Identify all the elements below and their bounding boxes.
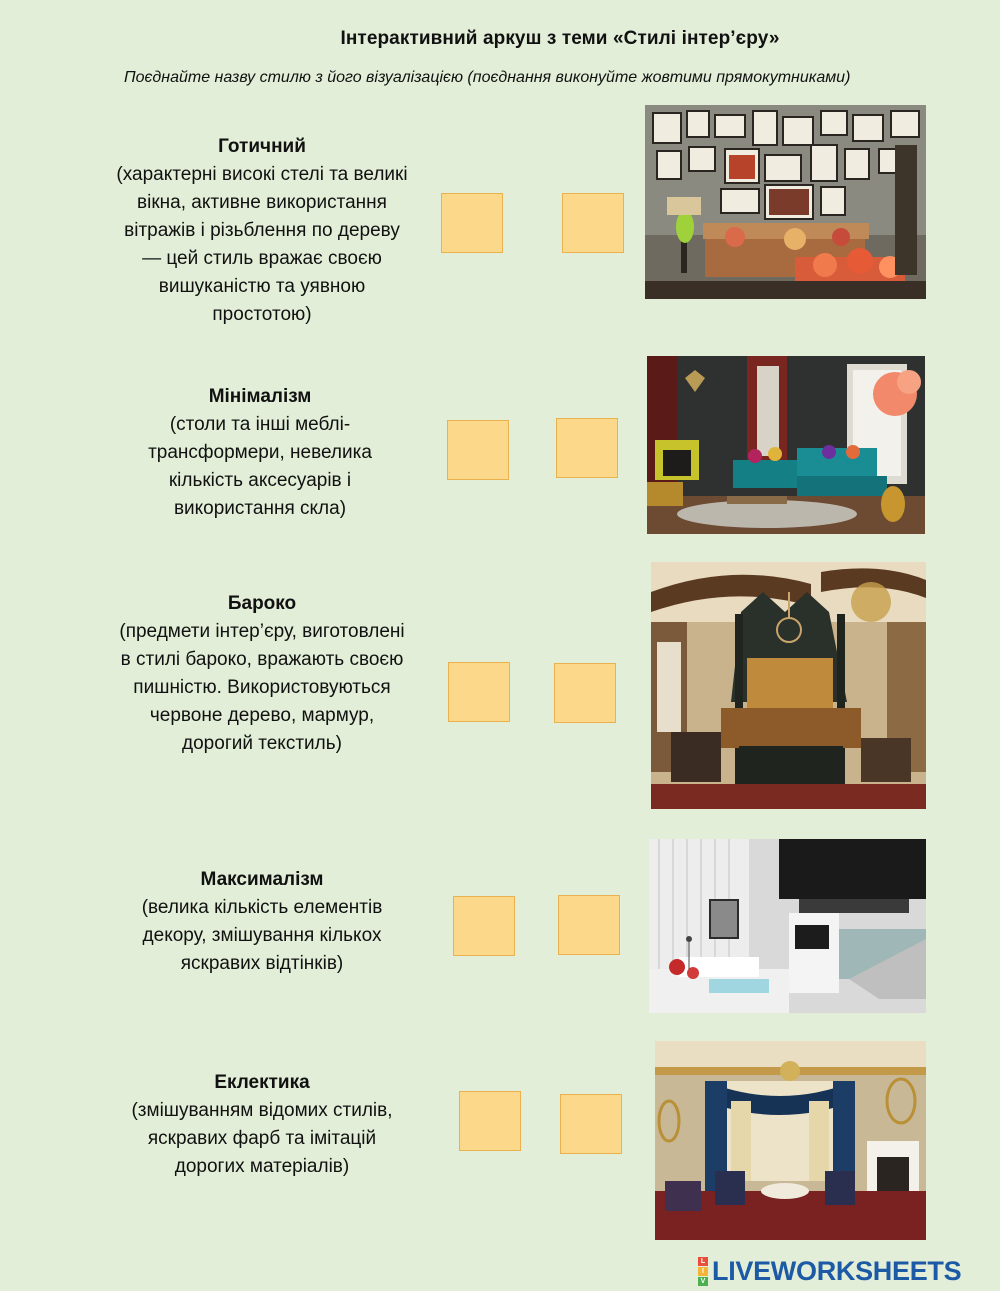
match-box-image-5[interactable] (560, 1094, 622, 1154)
match-box-image-1[interactable] (562, 193, 624, 253)
match-box-style-5[interactable] (459, 1091, 521, 1151)
worksheet-instruction: Поєднайте назву стилю з його візуалізацією (поєднання виконуйте жовтими прямокутниками) (124, 69, 851, 86)
style-description-minimalism (110, 383, 410, 523)
style-name: Бароко (227, 593, 297, 614)
logo-letter: V (698, 1277, 708, 1286)
match-box-image-4[interactable] (558, 895, 620, 955)
match-box-style-3[interactable] (448, 662, 510, 722)
logo-letter: L (698, 1257, 708, 1266)
liveworksheets-logo-icon (698, 1257, 708, 1286)
liveworksheets-logo (698, 1256, 961, 1286)
worksheet-title: Інтерактивний аркуш з теми «Стилі інтер’єру» (340, 28, 780, 49)
eclectic-living-room-photo (645, 105, 926, 299)
baroque-ornate-salon-photo (655, 1041, 926, 1240)
match-box-style-2[interactable] (447, 420, 509, 480)
style-description-gothic (92, 133, 432, 329)
match-box-image-3[interactable] (554, 663, 616, 723)
style-description-baroque (92, 590, 432, 758)
style-name: Еклектика (214, 1072, 310, 1093)
brand-name: LIVEWORKSHEETS (712, 1255, 962, 1286)
style-text: (змішуванням відомих стилів, яскравих фарб та імітацій дорогих матеріалів) (131, 1100, 393, 1177)
style-name: Максималізм (200, 869, 324, 890)
style-text: (велика кількість елементів декору, змішування кількох яскравих відтінків) (141, 897, 383, 974)
match-box-style-4[interactable] (453, 896, 515, 956)
minimalist-white-living-room-photo (649, 839, 926, 1013)
maximalist-teal-sofa-room-photo (647, 356, 925, 534)
style-text: (предмети інтер’єру, виготовлені в стилі бароко, вражають своєю пишністю. Використовуються червоне дерево, мармур, дорогий текстиль) (119, 621, 405, 754)
style-text: (столи та інші меблі- трансформери, невелика кількість аксесуарів і використання скла) (148, 414, 372, 519)
style-name: Мінімалізм (208, 386, 312, 407)
style-description-eclectic (102, 1069, 422, 1181)
style-description-maximalism (112, 866, 412, 978)
style-text: (характерні високі стелі та великі вікна, активне використання вітражів і різьблення по дереву — цей стиль вражає своєю вишуканістю та уявною простотою) (116, 164, 408, 325)
match-box-image-2[interactable] (556, 418, 618, 478)
style-name: Готичний (218, 136, 306, 157)
logo-letter: I (698, 1267, 708, 1276)
match-box-style-1[interactable] (441, 193, 503, 253)
gothic-canopy-bed-photo (651, 562, 926, 809)
